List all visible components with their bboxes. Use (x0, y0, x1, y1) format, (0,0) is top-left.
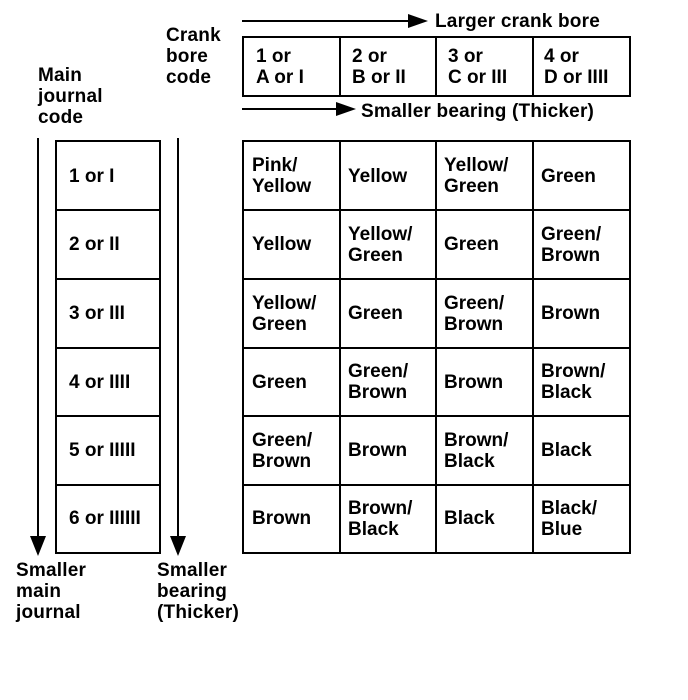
color-cell (541, 348, 629, 416)
color-cell (348, 279, 436, 348)
smaller-bearing-arrow-left (170, 138, 186, 556)
main-journal-code-label: Main journal code (38, 65, 103, 128)
journal-code-5 (69, 416, 159, 485)
color-cell (444, 279, 532, 348)
larger-crank-bore-label: Larger crank bore (435, 11, 600, 32)
color-cell (348, 485, 436, 552)
color-text: Black/ Blue (541, 497, 597, 540)
journal-code-text: 1 or I (69, 165, 115, 187)
color-cell (541, 279, 629, 348)
color-cell (444, 485, 532, 552)
color-cell (348, 416, 436, 485)
bearing-color-table (242, 140, 631, 554)
bore-code-text: 2 or B or II (352, 45, 406, 88)
journal-code-1 (69, 142, 159, 210)
journal-code-text: 6 or IIIIII (69, 508, 141, 529)
color-text: Green (541, 165, 596, 187)
bore-code-text: 1 or A or I (256, 45, 304, 88)
color-cell (444, 348, 532, 416)
color-cell (541, 416, 629, 485)
color-text: Brown (444, 371, 504, 393)
bore-code-2 (352, 38, 436, 95)
color-cell (444, 210, 532, 279)
journal-code-4 (69, 348, 159, 416)
color-cell (348, 210, 436, 279)
smaller-bearing-arrow-top (242, 102, 356, 116)
journal-code-text: 4 or IIII (69, 371, 131, 393)
color-text: Yellow (252, 234, 312, 255)
color-cell (252, 279, 340, 348)
bore-code-1 (256, 38, 340, 95)
color-cell (252, 416, 340, 485)
bore-code-text: 3 or C or III (448, 45, 508, 88)
color-text: Yellow/ Green (444, 155, 509, 197)
bore-code-text: 4 or D or IIII (544, 45, 609, 88)
journal-code-6 (69, 485, 159, 552)
color-cell (541, 142, 629, 210)
color-cell (252, 142, 340, 210)
color-text: Yellow (348, 165, 408, 187)
journal-code-2 (69, 210, 159, 279)
color-cell (252, 485, 340, 552)
smaller-bearing-label-left: Smaller bearing (Thicker) (157, 560, 240, 623)
color-text: Brown/ Black (444, 429, 509, 472)
color-cell (252, 210, 340, 279)
color-cell (348, 348, 436, 416)
smaller-main-journal-arrow (30, 138, 46, 556)
smaller-main-journal-label: Smaller main journal (16, 560, 87, 623)
bore-code-3 (448, 38, 532, 95)
color-cell (541, 210, 629, 279)
larger-crank-bore-arrow (242, 14, 428, 28)
color-text: Yellow/ Green (348, 223, 413, 266)
color-text: Black (541, 440, 592, 461)
journal-code-text: 3 or III (69, 303, 125, 324)
color-cell (252, 348, 340, 416)
color-cell (444, 416, 532, 485)
color-text: Green (252, 371, 307, 393)
crank-bore-code-table (242, 36, 631, 97)
smaller-bearing-label-top: Smaller bearing (Thicker) (361, 101, 595, 122)
color-text: Green/ Brown (348, 361, 409, 403)
color-text: Brown (541, 303, 601, 324)
color-text: Green/ Brown (444, 292, 505, 335)
journal-code-text: 2 or II (69, 234, 120, 255)
bore-code-4 (544, 38, 628, 95)
color-text: Yellow/ Green (252, 292, 317, 335)
main-journal-code-table (55, 140, 161, 554)
crank-bore-code-label: Crank bore code (166, 25, 221, 88)
journal-code-text: 5 or IIIII (69, 440, 136, 461)
color-text: Green (444, 234, 499, 255)
color-text: Brown/ Black (348, 497, 413, 540)
color-text: Brown (252, 508, 312, 529)
color-text: Black (444, 508, 495, 529)
color-text: Brown (348, 440, 408, 461)
color-cell (541, 485, 629, 552)
color-cell (444, 142, 532, 210)
color-text: Green (348, 303, 403, 324)
color-text: Green/ Brown (541, 223, 602, 266)
color-text: Pink/ Yellow (252, 155, 312, 197)
journal-code-3 (69, 279, 159, 348)
color-text: Brown/ Black (541, 361, 606, 403)
color-cell (348, 142, 436, 210)
color-text: Green/ Brown (252, 429, 313, 472)
